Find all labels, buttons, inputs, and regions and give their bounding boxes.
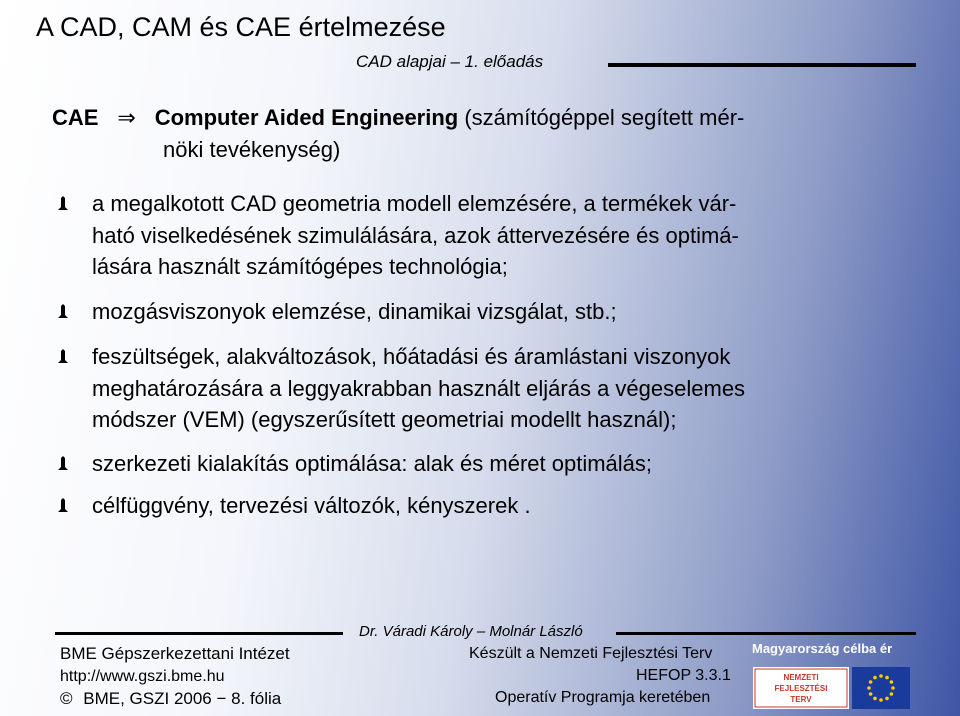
- implies-arrow-icon: ⇒: [117, 105, 136, 130]
- cae-term: Computer Aided Engineering: [154, 105, 459, 130]
- footer-prepared: Készült a Nemzeti Fejlesztési Terv: [469, 645, 713, 662]
- cae-gloss-2: nöki tevékenység): [163, 137, 341, 162]
- bullet-line: a megalkotott CAD geometria modell elemzésére, a termékek vár-: [92, 191, 737, 216]
- bullet-marker-icon: [56, 349, 70, 365]
- slide-title: A CAD, CAM és CAE értelmezése: [36, 12, 446, 42]
- nft-logo: [753, 667, 849, 709]
- copyright-icon: ©: [60, 689, 73, 708]
- bullet-line: mozgásviszonyok elemzése, dinamikai vizsgálat, stb.;: [92, 299, 617, 324]
- bullet-line: ható viselkedésének szimulálására, azok áttervezésére és optimá-: [92, 222, 739, 248]
- bullet-line: célfüggvény, tervezési változók, kényszerek .: [92, 493, 531, 518]
- cae-abbr: CAE: [52, 105, 99, 130]
- footer-institute: BME Gépszerkezettani Intézet: [60, 644, 290, 663]
- cae-gloss-1: (számítógéppel segített mér-: [464, 105, 745, 130]
- bullet-line: meghatározására a leggyakrabban használt eljárás a végeselemes: [92, 375, 746, 401]
- nft-logo-graphic: [753, 667, 849, 709]
- footer-authors: Dr. Váradi Károly – Molnár László: [359, 623, 583, 640]
- footer-rule-left: [55, 632, 343, 635]
- footer-rule-right: [616, 632, 916, 635]
- footer-copyright: [60, 689, 281, 709]
- nft-logo-text: FEJLESZTÉSI: [774, 684, 828, 693]
- bullet-line: szerkezeti kialakítás optimálása: alak és méret optimálás;: [92, 451, 653, 476]
- bullet-marker-icon: [56, 456, 70, 472]
- footer-hefop: HEFOP 3.3.1: [636, 667, 731, 684]
- bullet-line: feszültségek, alakváltozások, hőátadási és áramlástani viszonyok: [92, 344, 731, 369]
- footer-url-link[interactable]: http://www.gszi.bme.hu: [60, 668, 225, 685]
- bullet-marker-icon: [56, 304, 70, 320]
- bullet-marker-icon: [56, 498, 70, 514]
- footer-program: Operatív Programja keretében: [495, 689, 711, 706]
- slide-subtitle: CAD alapjai – 1. előadás: [356, 52, 544, 71]
- logo-slogan: Magyarország célba ér: [752, 641, 893, 656]
- nft-logo-text: TERV: [790, 695, 812, 704]
- eu-stars-icon: [852, 667, 910, 709]
- cae-definition: [52, 104, 892, 132]
- bullet-line: módszer (VEM) (egyszerűsített geometriai modellt használ);: [92, 407, 677, 432]
- bullet-line: lására használt számítógépes technológia;: [92, 254, 508, 279]
- header-rule: [608, 63, 916, 67]
- nft-logo-text: NEMZETI: [783, 673, 819, 682]
- footer-slide-number: BME, GSZI 2006 − 8. fólia: [83, 689, 282, 708]
- eu-flag-icon: [852, 667, 910, 709]
- bullet-marker-icon: [56, 196, 70, 212]
